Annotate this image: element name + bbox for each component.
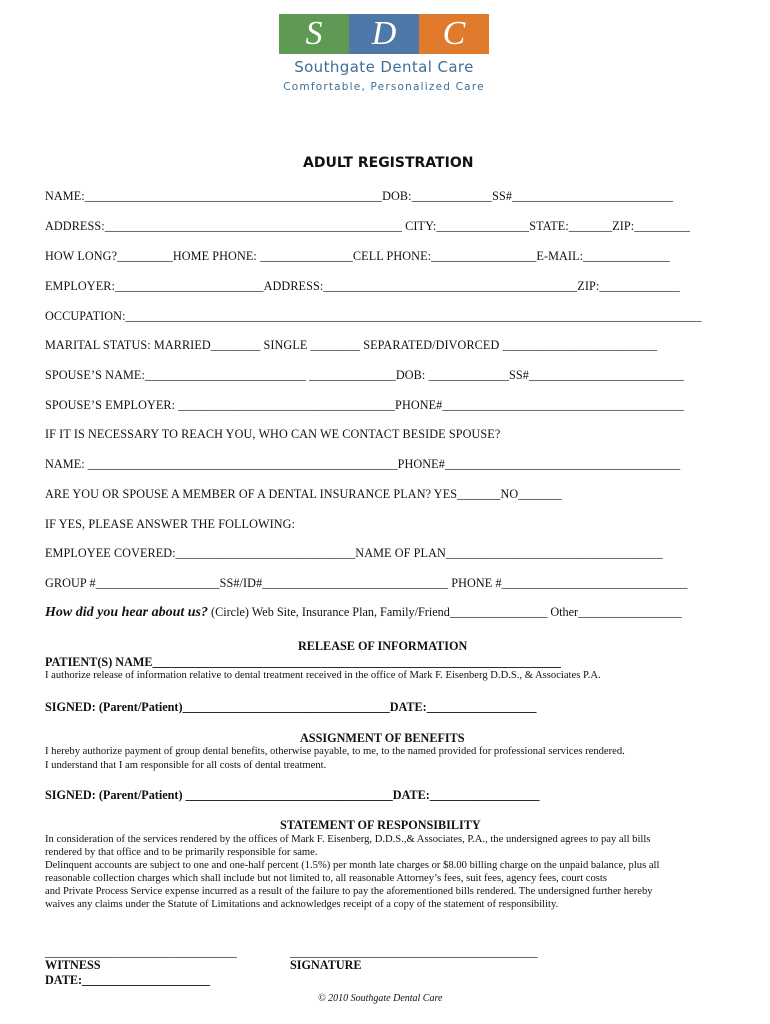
witness-blank[interactable]: _______________________________: [45, 945, 238, 959]
responsibility-line-2: rendered by that office and to be primarily responsible for same.: [45, 847, 318, 858]
employee-covered-line[interactable]: EMPLOYEE COVERED:_____________________________NAME OF PLAN___________________________________: [45, 546, 663, 560]
phone-email-line[interactable]: HOW LONG?_________HOME PHONE: _______________CELL PHONE:_________________E-MAIL:______________: [45, 249, 670, 263]
witness-label: WITNESS: [45, 958, 101, 972]
release-text: I authorize release of information relative to dental treatment received in the office of Mark F. Eisenberg D.D.S., & Associates P.A.: [45, 670, 601, 681]
responsibility-line-6: waives any claims under the Statute of Limitations and acknowledges receipt of a copy of the statement of responsibility.: [45, 899, 559, 910]
insurance-instruction: IF YES, PLEASE ANSWER THE FOLLOWING:: [45, 517, 296, 531]
employer-line[interactable]: EMPLOYER:________________________ADDRESS:_________________________________________ZIP:_____________: [45, 279, 680, 293]
release-signed-line[interactable]: SIGNED: (Parent/Patient)__________________________________DATE:__________________: [45, 700, 537, 714]
insurance-question-line[interactable]: ARE YOU OR SPOUSE A MEMBER OF A DENTAL INSURANCE PLAN? YES_______NO_______: [45, 487, 562, 501]
responsibility-line-5: and Private Process Service expense incurred as a result of the failure to pay the aforementioned bills rendered. The undersigned further hereby: [45, 886, 653, 897]
brand-tagline: Comfortable, Personalized Care: [283, 81, 485, 93]
logo-letter-s: S: [279, 14, 349, 54]
address-city-state-zip-line[interactable]: ADDRESS:________________________________________________ CITY:_______________STATE:_______ZIP:_________: [45, 219, 691, 233]
referral-source-line[interactable]: [45, 605, 682, 621]
form-title: ADULT REGISTRATION: [303, 155, 474, 171]
referral-options: (Circle) Web Site, Insurance Plan, Family/Friend________________ Other_________________: [207, 605, 682, 619]
responsibility-line-4: reasonable collection charges which shall include but not limited to, all reasonable Attorney’s fees, suit fees, agency fees, court costs: [45, 873, 607, 884]
logo: [279, 14, 489, 93]
brand-name: Southgate Dental Care: [294, 58, 474, 76]
logo-tiles: [279, 14, 489, 54]
responsibility-line-3: Delinquent accounts are subject to one and one-half percent (1.5%) per month late charges or $8.00 billing charge on the unpaid balance, plus all: [45, 860, 660, 871]
contact-name-phone-line[interactable]: NAME: __________________________________________________PHONE#______________________________________: [45, 457, 681, 471]
spouse-employer-line[interactable]: SPOUSE’S EMPLOYER: ___________________________________PHONE#_______________________________________: [45, 398, 684, 412]
group-id-phone-line[interactable]: GROUP #____________________SS#/ID#______________________________ PHONE #______________________________: [45, 576, 688, 590]
signature-blank[interactable]: ________________________________________: [290, 945, 538, 959]
patient-name-line[interactable]: PATIENT(S) NAME___________________________________________________________________: [45, 655, 561, 669]
assignment-text-2: I understand that I am responsible for all costs of dental treatment.: [45, 760, 327, 771]
witness-date-line[interactable]: DATE:_____________________: [45, 973, 210, 987]
referral-question: How did you hear about us?: [45, 605, 208, 620]
assignment-text-1: I hereby authorize payment of group dental benefits, otherwise payable, to me, to the named provided for professional services rendered.: [45, 746, 625, 757]
occupation-line[interactable]: OCCUPATION:_____________________________________________________________________________________________: [45, 309, 702, 323]
responsibility-line-1: In consideration of the services rendered by the offices of Mark F. Eisenberg, D.D.S.,& Associates, P.A., the undersigned agrees to pay all bills: [45, 834, 651, 845]
marital-status-line[interactable]: MARITAL STATUS: MARRIED________ SINGLE ________ SEPARATED/DIVORCED _________________________: [45, 338, 658, 352]
name-dob-ss-line[interactable]: NAME:________________________________________________DOB:_____________SS#__________________________: [45, 189, 674, 203]
assignment-signed-line[interactable]: SIGNED: (Parent/Patient) __________________________________DATE:__________________: [45, 788, 540, 802]
logo-letter-d: D: [349, 14, 419, 54]
spouse-name-line[interactable]: SPOUSE’S NAME:__________________________ ______________DOB: _____________SS#_________________________: [45, 368, 684, 382]
logo-letter-c: C: [419, 14, 489, 54]
assignment-heading: ASSIGNMENT OF BENEFITS: [300, 731, 465, 745]
signature-label: SIGNATURE: [290, 958, 362, 972]
responsibility-heading: STATEMENT OF RESPONSIBILITY: [280, 818, 481, 832]
copyright-footer: © 2010 Southgate Dental Care: [318, 993, 443, 1004]
emergency-contact-question: IF IT IS NECESSARY TO REACH YOU, WHO CAN WE CONTACT BESIDE SPOUSE?: [45, 427, 501, 441]
release-heading: RELEASE OF INFORMATION: [298, 639, 468, 653]
